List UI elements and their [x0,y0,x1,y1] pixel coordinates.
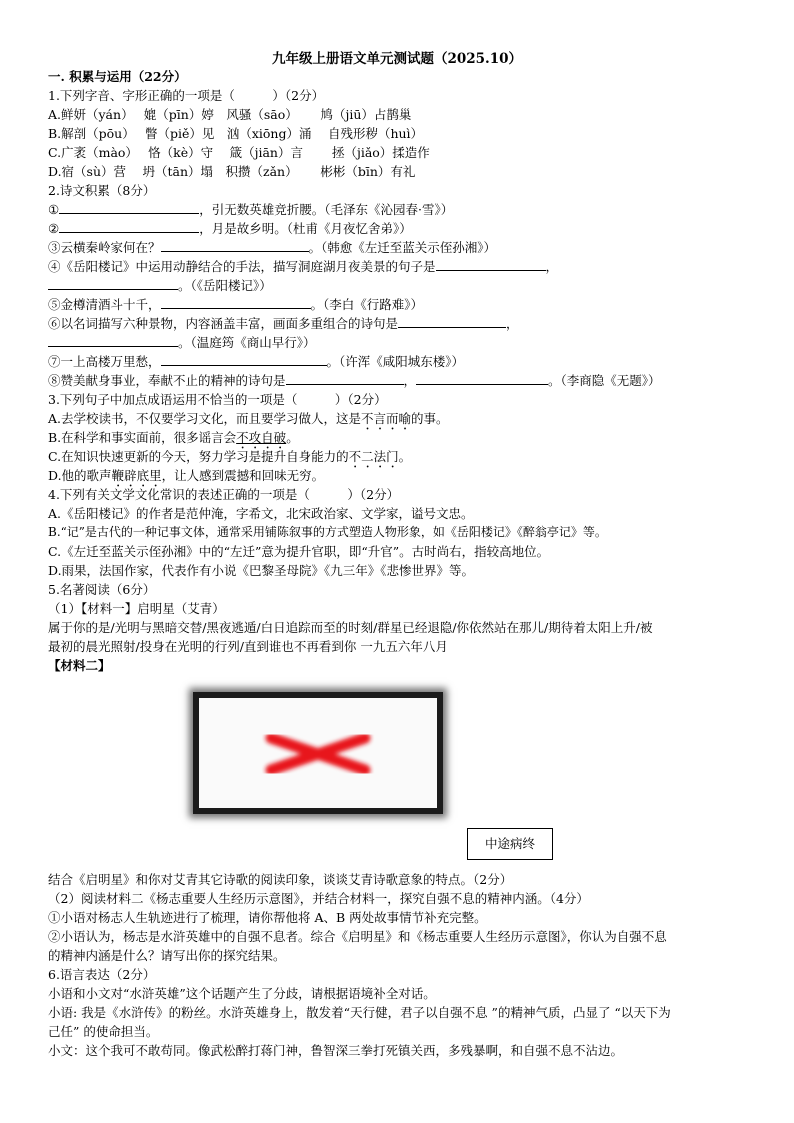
q2-line-1 [48,200,748,219]
q2-line-5 [48,276,748,295]
red-x-broken-image-icon [199,698,437,808]
q6-dialog-xiaoyu-line1: 小语: 我是《水浒传》的粉丝。水浒英雄身上，散发着“天行健，君子以自强不息 ”的精神气质，凸显了 “以天下为 [48,1005,671,1020]
q3-b-idiom: 不攻自破 [236,430,287,445]
q2-line-4 [48,257,748,276]
q2-stem: 2.诗文积累（8分） [48,183,156,198]
q6-dialog-xiaowen: 小文：这个我可不敢苟同。像武松醉打蒋门神，鲁智深三拳打死镇关西，多残暴啊，和自强不息不沾边。 [48,1043,624,1058]
q5-stem: 5.名著阅读（6分） [48,582,156,597]
answer-blank[interactable] [436,257,546,271]
q3-c-idiom: 不二法门 [348,449,399,464]
q2-line-3-text-b: 。（韩愈《左迁至蓝关示侄孙湘》） [308,240,497,255]
q3-stem: 3.下列句子中加点成语运用不恰当的一项是（ ）（2分） [48,392,387,407]
q1-option-c: C.广袤（mào） 恪（kè）守 箴（jiān）言 拯（jiǎo）揉造作 [48,145,430,160]
q2-line-5-text: 。（《岳阳楼记》） [178,278,272,293]
q1-option-a: A.鲜妍（yán） 媲（pīn）婷 风骚（sāo） 鸠（jiū）占鹊巢 [48,107,412,122]
answer-blank[interactable] [48,333,178,347]
q6-paragraph-1: 小语和小文对“水浒英雄”这个话题产生了分歧，请根据语境补全对话。 [48,986,436,1001]
q3-d-end: ，让人感到震撼和回味无穷。 [161,468,325,483]
section-heading: 一. 积累与运用（22分） [48,69,187,84]
q5-question-2-part2-line1: ②小语认为，杨志是水浒英雄中的自强不息者。综合《启明星》和《杨志重要人生经历示意图》，你认为自强不息 [48,929,667,944]
q1-option-d: D.宿（sù）营 坍（tān）塌 积攒（zǎn） 彬彬（bīn）有礼 [48,164,416,179]
diagram-label-box: 中途病终 [467,828,553,860]
q3-c-end: 。 [398,449,412,464]
q2-line-6-text-b: 。（李白《行路难》） [310,297,424,312]
q2-line-2 [48,219,748,238]
q5-question-2-part2-line2: 的精神内涵是什么？请写出你的探究结果。 [48,948,286,963]
q2-line-10-text-b: ， [403,373,417,388]
q2-line-8 [48,333,748,352]
q2-line-7 [48,314,748,333]
q5-material1-heading: （1）【材料一】启明星（艾青） [48,601,225,616]
q6-stem: 6.语言表达（2分） [48,967,156,982]
answer-blank[interactable] [161,295,311,309]
answer-blank[interactable] [286,371,404,385]
q2-line-2-num: ② [48,221,60,236]
q5-material1-poem-line1: 属于你的是/光明与黑暗交替/黑夜逃遁/白日追踪而至的时刻/群星已经退隐/你依然站在那儿/期待着太阳上升/被 [48,620,653,635]
answer-blank[interactable] [48,276,178,290]
q2-line-10-text-a: ⑧赞美献身事业，奉献不止的精神的诗句是 [48,373,286,388]
q3-a-end: 的事。 [411,411,449,426]
q3-b-text: B.在科学和事实面前，很多谣言会 [48,430,237,445]
q3-b-end: 。 [286,430,299,445]
q2-line-10 [48,371,748,390]
q2-line-7-text-b: ， [506,316,519,331]
answer-blank[interactable] [161,238,309,252]
q3-c-text: C.在知识快速更新的今天，努力学习是提升自身能力的 [48,449,349,464]
q3-a-idiom: 不言而喻 [361,411,412,426]
answer-blank[interactable] [59,219,199,233]
answer-blank[interactable] [398,314,506,328]
q2-line-7-text-a: ⑥以名词描写六种景物，内容涵盖丰富，画面多重组合的诗句是 [48,316,399,331]
q5-material1-poem-line2: 最初的晨光照射/投身在光明的行列/直到谁也不再看到你 一九五六年八月 [48,639,448,654]
q4-option-c: C.《左迁至蓝关示侄孙湘》中的“左迁”意为提升官职，即“升官”。古时尚右，指较高地位。 [48,544,550,559]
q3-d-idiom: 鞭辟底里 [111,468,162,483]
q5-material2-heading: 【材料二】 [48,658,111,673]
q5-question-2-part1: ①小语对杨志人生轨迹进行了梳理，请你帮他将 A、B 两处故事情节补充完整。 [48,910,487,925]
q2-line-6 [48,295,748,314]
q2-line-2-text: ，月是故乡明。（杜甫《月夜忆舍弟》） [199,221,412,236]
answer-blank[interactable] [59,200,199,214]
q3-d-text: D.他的歌声 [48,468,112,483]
q2-line-9 [48,352,748,371]
q2-line-4-text-b: ， [545,259,559,274]
q2-line-9-text-a: ⑦一上高楼万里愁， [48,354,161,369]
q2-line-1-text: ，引无数英雄竞折腰。（毛泽东《沁园春·雪》） [199,202,454,217]
q5-question-1: 结合《启明星》和你对艾青其它诗歌的阅读印象，谈谈艾青诗歌意象的特点。（2分） [48,872,513,887]
q1-stem: 1.下列字音、字形正确的一项是（ ）（2分） [48,88,325,103]
q2-line-8-text: 。（温庭筠《商山早行》） [178,335,316,350]
q2-line-9-text-b: 。（许浑《咸阳城东楼》） [326,354,465,369]
q2-line-3 [48,238,748,257]
q2-line-3-text-a: ③云横秦岭家何在？ [48,240,161,255]
q3-a-text: A.去学校读书，不仅要学习文化，而且要学习做人，这是 [48,411,362,426]
broken-image-placeholder [193,692,443,814]
q4-option-a: A.《岳阳楼记》的作者是范仲淹，字希文，北宋政治家、文学家，谥号文忠。 [48,506,474,521]
answer-blank[interactable] [161,352,327,366]
q1-option-b: B.解剖（pōu） 瞥（piě）见 汹（xiōng）涌 自残形秽（huì） [48,126,424,141]
q2-line-10-text-c: 。（李商隐《无题》） [548,373,661,388]
answer-blank[interactable] [416,371,548,385]
q4-option-b: B.“记”是古代的一种记事文体，通常采用铺陈叙事的方式塑造人物形象，如《岳阳楼记》《醉翁亭记》等。 [48,525,607,539]
q2-line-6-text-a: ⑤金樽清酒斗十千， [48,297,161,312]
page-title: 九年级上册语文单元测试题（2025.10） [271,51,523,67]
q4-option-d: D.雨果，法国作家，代表作有小说《巴黎圣母院》《九三年》《悲惨世界》等。 [48,563,475,578]
q5-question-2: （2）阅读材料二《杨志重要人生经历示意图》，并结合材料一，探究自强不息的精神内涵。（4分） [48,891,589,906]
q2-line-1-num: ① [48,202,60,217]
q4-stem: 4.下列有关文学文化常识的表述正确的一项是（ ）（2分） [48,487,400,502]
q6-dialog-xiaoyu-line2: 己任” 的使命担当。 [48,1024,159,1039]
q2-line-4-text-a: ④《岳阳楼记》中运用动静结合的手法，描写洞庭湖月夜美景的句子是 [48,259,436,274]
